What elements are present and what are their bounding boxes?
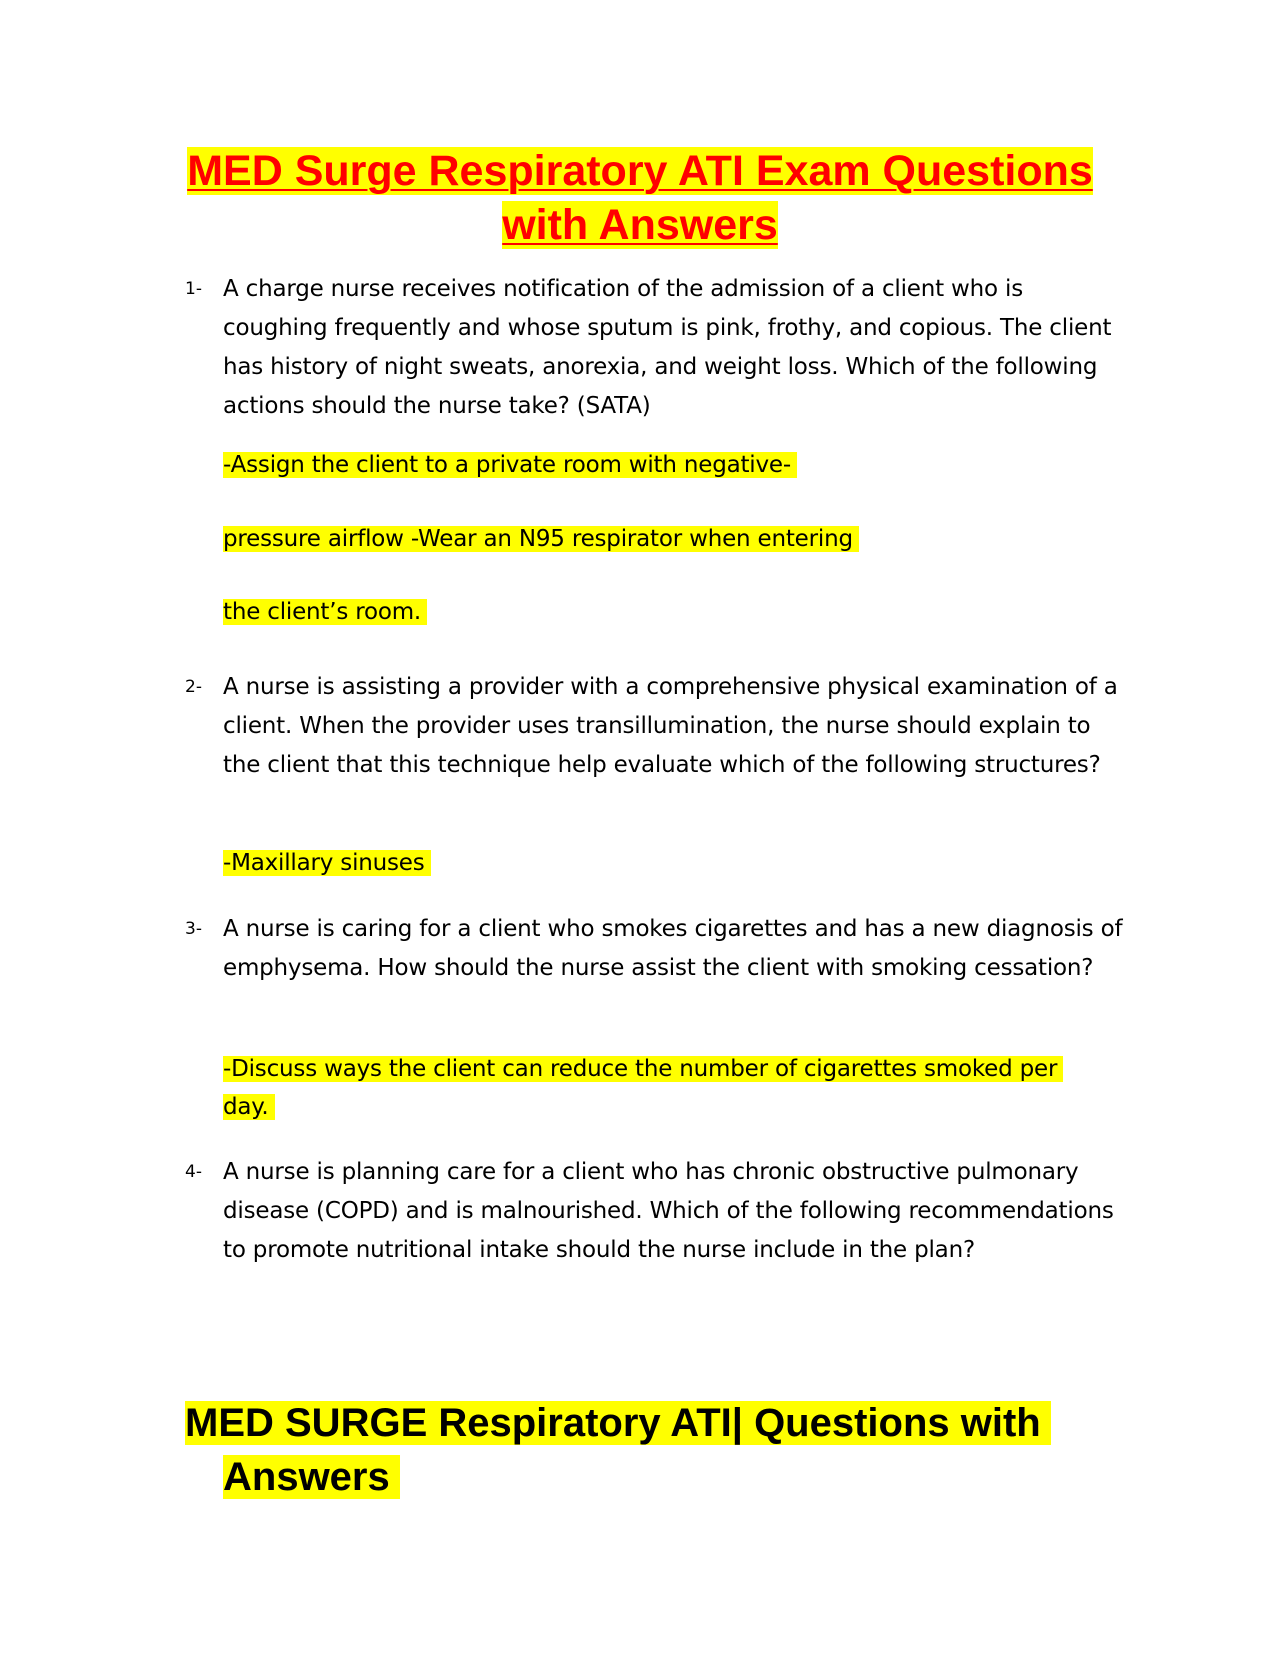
question-3 xyxy=(185,910,1125,988)
question-number: 1- xyxy=(185,279,202,299)
question-2 xyxy=(185,668,1125,785)
footer-line-1: MED SURGE Respiratory ATI| Questions with xyxy=(185,1401,1051,1445)
document-title xyxy=(150,144,1130,252)
answer-text: -Maxillary sinuses xyxy=(223,850,431,876)
question-text: A nurse is planning care for a client who has chronic obstructive pulmonary disease (COPD) and is malnourished. Which of the following recommendations to promote nutritional intake should the nurse include in the plan? xyxy=(223,1159,1114,1263)
title-line-1: MED Surge Respiratory ATI Exam Questions xyxy=(187,147,1093,195)
title-line-2: with Answers xyxy=(502,201,778,249)
question-text: A nurse is caring for a client who smokes cigarettes and has a new diagnosis of emphysema. How should the nurse assist the client with smoking cessation? xyxy=(223,916,1123,981)
answer-text: the client’s room. xyxy=(223,599,427,625)
footer-heading xyxy=(185,1396,1125,1504)
answer-text: -Assign the client to a private room with negative- xyxy=(223,452,797,478)
answer-3-line-2 xyxy=(223,1088,1123,1127)
answer-text: pressure airflow -Wear an N95 respirator when entering xyxy=(223,526,859,552)
answer-1-line-1 xyxy=(223,446,1123,485)
answer-1-line-3 xyxy=(223,593,1123,632)
answer-text: day. xyxy=(223,1094,275,1120)
answer-text: -Discuss ways the client can reduce the number of cigarettes smoked per xyxy=(223,1056,1063,1082)
answer-1-line-2 xyxy=(223,520,1123,559)
question-number: 4- xyxy=(185,1162,202,1182)
question-number: 2- xyxy=(185,677,202,697)
answer-2-line-1 xyxy=(223,844,1123,883)
question-number: 3- xyxy=(185,919,202,939)
question-text: A nurse is assisting a provider with a comprehensive physical examination of a client. When the provider uses transillumination, the nurse should explain to the client that this technique help evaluate which of the following structures? xyxy=(223,674,1118,778)
question-text: A charge nurse receives notification of the admission of a client who is coughing frequently and whose sputum is pink, frothy, and copious. The client has history of night sweats, anorexia, and weight loss. Which of the following actions should the nurse take? (SATA) xyxy=(223,276,1112,419)
question-1 xyxy=(185,270,1125,426)
footer-line-2: Answers xyxy=(223,1455,400,1499)
question-4 xyxy=(185,1153,1125,1270)
answer-3-line-1 xyxy=(223,1050,1123,1089)
